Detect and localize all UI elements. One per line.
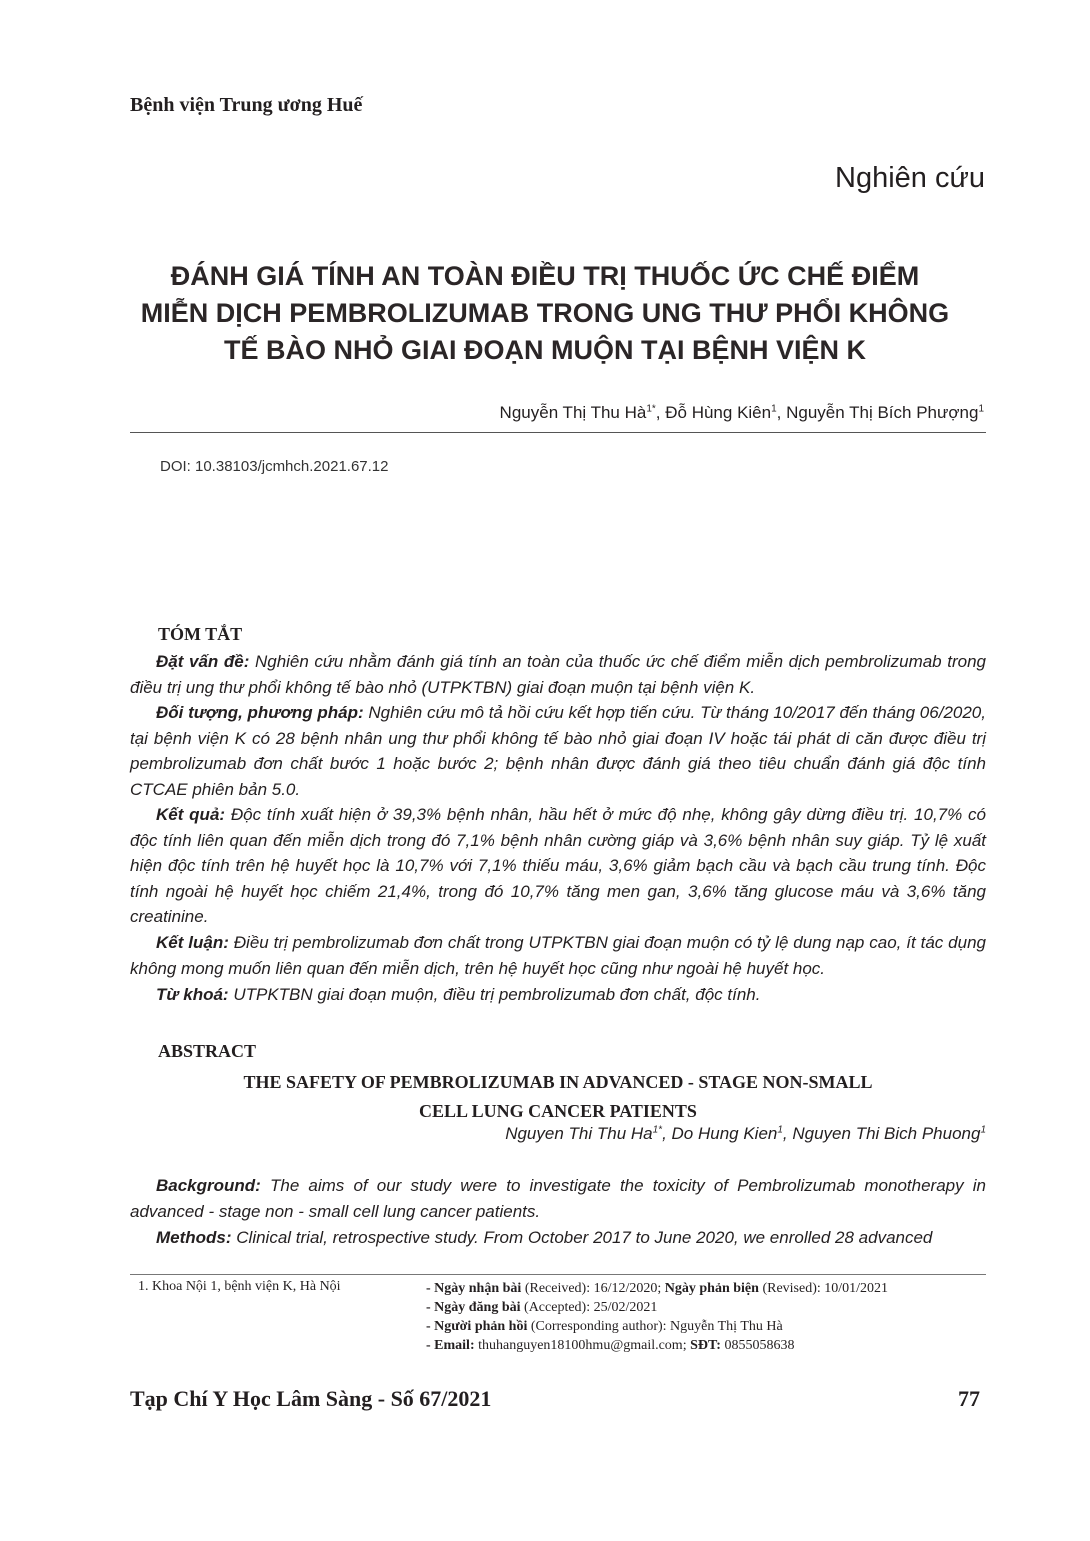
- phone-label: SĐT:: [690, 1338, 721, 1353]
- abstract-title: [130, 1068, 986, 1126]
- author-name: Nguyễn Thị Thu Hà: [499, 403, 647, 422]
- journal-name: Tạp Chí Y Học Lâm Sàng - Số 67/2021: [130, 1386, 492, 1411]
- abstract-title-line-1: THE SAFETY OF PEMBROLIZUMAB IN ADVANCED - STAGE NON-SMALL: [243, 1072, 873, 1092]
- accepted-text: (Accepted): 25/02/2021: [520, 1300, 658, 1315]
- author-affiliation-mark: 1: [771, 403, 777, 415]
- author-name: Đỗ Hùng Kiên: [665, 403, 772, 422]
- affiliation-note: 1. Khoa Nội 1, bệnh viện K, Hà Nội: [138, 1279, 341, 1294]
- title-line-3: TẾ BÀO NHỎ GIAI ĐOẠN MUỘN TẠI BỆNH VIỆN K: [223, 335, 866, 365]
- author-affiliation-mark: 1*: [646, 403, 656, 415]
- author-list: [500, 403, 984, 423]
- author-divider: [130, 432, 986, 433]
- received-text: (Received): 16/12/2020;: [521, 1281, 665, 1296]
- revised-text: (Revised): 10/01/2021: [758, 1281, 889, 1296]
- contact-line: [426, 1336, 888, 1355]
- page-number: 77: [958, 1386, 980, 1411]
- email-text[interactable]: thuhanguyen18100hmu@gmail.com;: [474, 1338, 691, 1353]
- keywords-label: Từ khoá:: [156, 985, 229, 1004]
- footnote-divider: [130, 1274, 986, 1275]
- author-affiliation-mark: 1: [978, 403, 984, 415]
- received-label: - Ngày nhận bài: [426, 1281, 522, 1296]
- accepted-line: [426, 1298, 888, 1317]
- conclusion-label: Kết luận:: [156, 933, 229, 952]
- summary-background: [130, 649, 986, 700]
- author-affiliation-mark: 1: [980, 1124, 986, 1136]
- doi-link[interactable]: DOI: 10.38103/jcmhch.2021.67.12: [160, 458, 389, 475]
- phone-text: 0855058638: [720, 1338, 795, 1353]
- summary-conclusion: [130, 930, 986, 981]
- abstract-author-list: [505, 1124, 986, 1144]
- background-label: Đặt vấn đề:: [156, 652, 250, 671]
- en-background-text: The aims of our study were to investigate the toxicity of Pembrolizumab monotherapy in advanced - stage non - small cell lung cancer patients.: [130, 1176, 986, 1221]
- author-name: Nguyen Thi Bich Phuong: [792, 1124, 981, 1143]
- author-affiliation-mark: 1*: [652, 1124, 663, 1136]
- corresponding-text: (Corresponding author): Nguyễn Thị Thu Hà: [527, 1319, 783, 1334]
- summary-methods: [130, 700, 986, 802]
- en-methods-text: Clinical trial, retrospective study. From October 2017 to June 2020, we enrolled 28 advanced: [231, 1228, 933, 1247]
- corresponding-label: - Người phản hồi: [426, 1319, 528, 1334]
- author-separator: ,: [782, 1124, 793, 1143]
- en-methods-label: Methods:: [156, 1228, 232, 1247]
- methods-text: Nghiên cứu mô tả hồi cứu kết hợp tiến cứu. Từ tháng 10/2017 đến tháng 06/2020, tại bệnh viện K có 28 bệnh nhân ung thư phổi không tế bào nhỏ giai đoạn IV hoặc tái phát di căn được điều trị pembrolizumab đơn chất bước 1 hoặc bước 2; bệnh nhân được đánh giá theo tiêu chuẩn đánh giá độc tính CTCAE phiên bản 5.0.: [130, 703, 986, 799]
- en-background-label: Background:: [156, 1176, 261, 1195]
- abstract-background: [130, 1173, 986, 1224]
- author-name: Do Hung Kien: [671, 1124, 778, 1143]
- abstract-title-line-2: CELL LUNG CANCER PATIENTS: [419, 1101, 697, 1121]
- section-label: Nghiên cứu: [835, 162, 985, 194]
- author-name: Nguyễn Thị Bích Phượng: [786, 403, 979, 422]
- summary-results: [130, 802, 986, 930]
- title-line-1: ĐÁNH GIÁ TÍNH AN TOÀN ĐIỀU TRỊ THUỐC ỨC CHẾ ĐIỂM: [170, 261, 920, 291]
- title-line-2: MIỄN DỊCH PEMBROLIZUMAB TRONG UNG THƯ PHỔI KHÔNG: [140, 298, 950, 328]
- article-title: [100, 258, 990, 369]
- abstract-methods: [130, 1225, 986, 1251]
- results-label: Kết quả:: [156, 805, 226, 824]
- author-separator: ,: [655, 403, 666, 422]
- author-name: Nguyen Thi Thu Ha: [505, 1124, 653, 1143]
- running-head: Bệnh viện Trung ương Huế: [130, 94, 363, 116]
- results-text: Độc tính xuất hiện ở 39,3% bệnh nhân, hầu hết ở mức độ nhẹ, không gây dừng điều trị. 10,7% có độc tính liên quan đến miễn dịch trong đó 7,1% bệnh nhân cường giáp và 3,6% bệnh nhân suy giáp. Tỷ lệ xuất hiện độc tính trên hệ huyết học là 10,7% với 7,1% thiếu máu, 3,6% giảm bạch cầu và bạch cầu trung tính. Độc tính ngoài hệ huyết học chiếm 21,4%, trong đó 10,7% tăng men gan, 3,6% tăng glucose máu và 3,6% tăng creatinine.: [130, 805, 986, 926]
- corresponding-line: [426, 1317, 888, 1336]
- abstract-heading: ABSTRACT: [158, 1041, 257, 1061]
- summary-heading: TÓM TẮT: [158, 624, 243, 644]
- author-separator: ,: [662, 1124, 672, 1143]
- methods-label: Đối tượng, phương pháp:: [156, 703, 364, 722]
- author-separator: ,: [776, 403, 787, 422]
- keywords-text: UTPKTBN giai đoạn muộn, điều trị pembrolizumab đơn chất, độc tính.: [228, 985, 761, 1004]
- summary-keywords: [130, 982, 986, 1008]
- revised-label: Ngày phản biện: [664, 1281, 759, 1296]
- accepted-label: - Ngày đăng bài: [426, 1300, 521, 1315]
- conclusion-text: Điều trị pembrolizumab đơn chất trong UTPKTBN giai đoạn muộn có tỷ lệ dung nạp cao, ít tác dụng không mong muốn liên quan đến miễn dịch, trên hệ huyết học cũng như ngoài hệ huyết học.: [130, 933, 986, 978]
- email-label: - Email:: [426, 1338, 475, 1353]
- background-text: Nghiên cứu nhằm đánh giá tính an toàn của thuốc ức chế điểm miễn dịch pembrolizumab trong điều trị ung thư phổi không tế bào nhỏ (UTPKTBN) giai đoạn muộn tại bệnh viện K.: [130, 652, 986, 697]
- author-affiliation-mark: 1: [777, 1124, 783, 1136]
- article-dates: [426, 1279, 888, 1355]
- received-line: [426, 1279, 888, 1298]
